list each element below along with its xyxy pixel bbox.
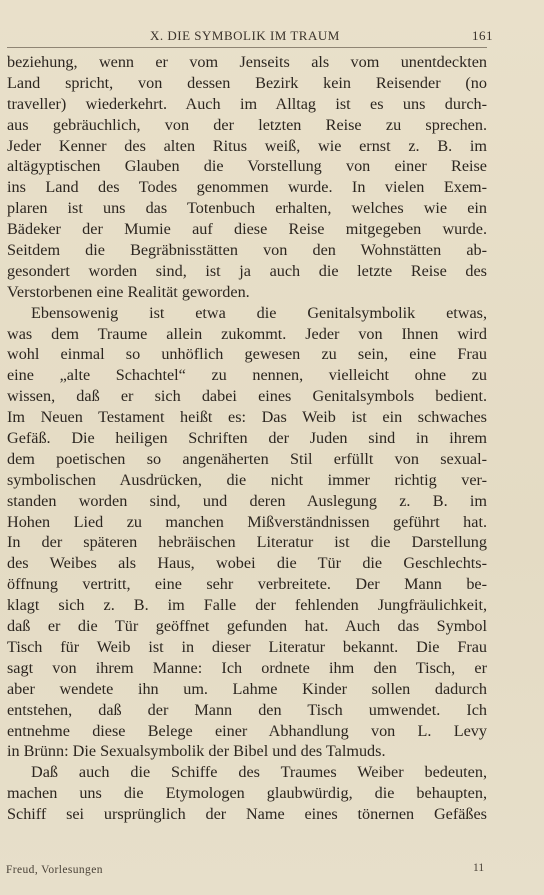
text-line: ins Land des Todes genommen wurde. In vielen Exem- [7,178,487,197]
text-line: entstehen, daß der Mann den Tisch umwendet. Ich [7,700,487,719]
text-line: machen uns die Etymologen glaubwürdig, die behaupten, [7,784,487,803]
text-line: Gefäß. Die heiligen Schriften der Juden sind in ihrem [7,429,487,448]
text-line: Schiff sei ursprünglich der Name eines tönernen Gefäßes [7,805,487,824]
text-line: standen worden sind, und deren Auslegung z. B. im [7,491,487,510]
text-line: daß er die Tür geöffnet gefunden hat. Auch das Symbol [7,617,487,636]
printer-signature: Freud, Vorlesungen [6,864,103,876]
text-line: Jeder Kenner des alten Ritus weiß, wie ernst z. B. im [7,136,487,155]
text-line: plaren ist uns das Totenbuch erhalten, welches wie ein [7,199,487,218]
text-line: Tisch für Weib ist in dieser Literatur bekannt. Die Frau [7,637,487,656]
text-line: wissen, daß er sich dabei eines Genitalsymbols bedient. [7,387,487,406]
text-line: Verstorbenen eine Realität geworden. [7,282,250,301]
text-line: dem poetischen so angenäherten Stil erfüllt von sexual- [7,449,487,468]
text-line: klagt sich z. B. im Falle der fehlenden Jungfräulichkeit, [7,596,487,615]
text-line: Ebensowenig ist etwa die Genitalsymbolik etwas, [31,303,487,322]
sheet-number: 11 [473,862,485,874]
text-line: aus gebräuchlich, von der letzten Reise zu sprechen. [7,115,487,134]
page-header [0,26,544,46]
text-line: Seitdem die Begräbnisstätten von den Wohnstätten ab- [7,241,487,260]
text-line: eine „alte Schachtel“ zu nennen, vielleicht ohne zu [7,366,487,385]
text-line: In der späteren hebräischen Literatur ist die Darstellung [7,533,487,552]
text-line: Bädeker der Mumie auf diese Reise mitgegeben wurde. [7,220,487,239]
text-line: symbolischen Ausdrücken, die nicht immer richtig ver- [7,470,487,489]
text-line: altägyptischen Glauben die Vorstellung von einer Reise [7,157,487,176]
text-line: aber wendete ihn um. Lahme Kinder sollen dadurch [7,679,487,698]
text-line: Im Neuen Testament heißt es: Das Weib ist ein schwaches [7,408,487,427]
text-line: Hohen Lied zu manchen Mißverständnissen geführt hat. [7,512,487,531]
text-line: öffnung vertritt, eine sehr verbreitete. Der Mann be- [7,575,487,594]
header-rule [7,47,487,48]
running-head: X. DIE SYMBOLIK IM TRAUM [150,28,340,43]
text-line: was dem Traume allein zukommt. Jeder von Ihnen wird [7,324,487,343]
text-line: traveller) wiederkehrt. Auch im Alltag ist es uns durch- [7,94,487,113]
text-line: beziehung, wenn er vom Jenseits als vom unentdeckten [7,53,487,71]
text-line: Land spricht, von dessen Bezirk kein Reisender (no [7,73,487,92]
text-line: gesondert worden sind, ist ja auch die letzte Reise des [7,261,487,280]
body-text [7,52,487,825]
text-line: Daß auch die Schiffe des Traumes Weiber bedeuten, [31,763,487,782]
page-footer [0,862,544,880]
text-line: entnehme diese Belege einer Abhandlung von L. Levy [7,721,487,740]
text-line: in Brünn: Die Sexualsymbolik der Bibel und des Talmuds. [7,742,386,761]
text-line: wohl einmal so unhöflich gewesen zu sein, eine Frau [7,345,487,364]
text-line: sagt von ihrem Manne: Ich ordnete ihm den Tisch, er [7,658,487,677]
page-number: 161 [472,28,493,43]
text-line: des Weibes als Haus, wobei die Tür die Geschlechts- [7,554,487,573]
